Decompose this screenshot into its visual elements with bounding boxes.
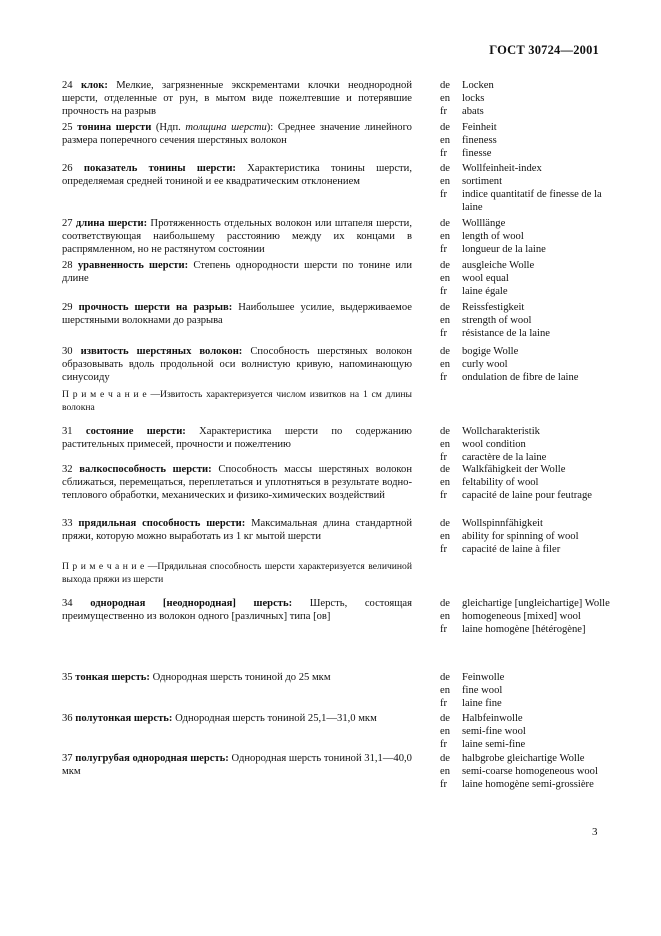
- language-code: de: [440, 672, 450, 683]
- language-code: fr: [440, 698, 448, 709]
- term-definition-text: Мелкие, загрязненные экскрементами клочки неоднородной шерсти, отделенные от рун, в мытом виде пожелтевшие и потерявшие прочность на разрыв: [62, 80, 412, 117]
- term-translations: [440, 259, 620, 298]
- translation-en: [440, 272, 620, 285]
- term-number: 34: [62, 598, 73, 609]
- term-definition-text: Однородная шерсть тониной 25,1—31,0 мкм: [175, 713, 377, 724]
- term-definition: [62, 259, 412, 285]
- translation-de: [440, 712, 620, 725]
- term-name: полугрубая однородная шерсть:: [75, 753, 229, 764]
- term-translations: [440, 345, 620, 384]
- language-code: de: [440, 122, 450, 133]
- term-name: тонина шерсти: [77, 122, 152, 133]
- language-code: fr: [440, 544, 448, 555]
- translation-en: [440, 684, 620, 697]
- translated-term: caractère de la laine: [462, 452, 547, 463]
- language-code: de: [440, 346, 450, 357]
- translation-de: [440, 597, 620, 610]
- term-translations: [440, 671, 620, 710]
- language-code: en: [440, 315, 450, 326]
- translated-term: strength of wool: [462, 315, 532, 326]
- note-text: Извитость характеризуется числом извитков на 1 см длины волокна: [62, 389, 412, 413]
- term-translations: [440, 217, 620, 256]
- term-number: 30: [62, 346, 73, 357]
- language-code: de: [440, 426, 450, 437]
- translated-term: sortiment: [462, 176, 503, 187]
- language-code: en: [440, 611, 450, 622]
- language-code: fr: [440, 624, 448, 635]
- language-code: en: [440, 176, 450, 187]
- term-name: валкоспособность шерсти:: [79, 464, 212, 475]
- term-number: 37: [62, 753, 73, 764]
- translation-en: [440, 175, 620, 188]
- term-deprecated-prefix: (Ндп.: [155, 122, 181, 133]
- term-definition: [62, 121, 412, 147]
- term-number: 28: [62, 260, 73, 271]
- translated-term: locks: [462, 93, 485, 104]
- translated-term: Wollcharakteristik: [462, 426, 540, 437]
- translated-term: ondulation de fibre de laine: [462, 372, 579, 383]
- term-number: 33: [62, 518, 73, 529]
- term-definition-text: Характеристика тонины шерсти, определяемая средней тониной и ее квадратическим отклонением: [62, 163, 412, 187]
- term-name: показатель тонины шерсти:: [83, 163, 236, 174]
- translation-en: [440, 610, 620, 623]
- term-definition: [62, 752, 412, 778]
- term-translations: [440, 712, 620, 751]
- translated-term: Halbfeinwolle: [462, 713, 523, 724]
- term-definition-text: Способность массы шерстяных волокон сближаться, перемещаться, переплетаться и уплотняться в результате водно-теплового обработки, механических и физико-химических воздействий: [62, 464, 412, 501]
- translated-term: ausgleiche Wolle: [462, 260, 535, 271]
- term-definition: [62, 671, 412, 684]
- language-code: fr: [440, 779, 448, 790]
- translated-term: fine wool: [462, 685, 503, 696]
- translated-term: Wolllänge: [462, 218, 506, 229]
- language-code: fr: [440, 328, 448, 339]
- term-name: тонкая шерсть:: [75, 672, 150, 683]
- term-number: 32: [62, 464, 73, 475]
- language-code: de: [440, 80, 450, 91]
- translated-term: curly wool: [462, 359, 508, 370]
- note-label: П р и м е ч а н и е —: [62, 389, 161, 400]
- term-name: однородная [неоднородная] шерсть:: [90, 598, 293, 609]
- language-code: en: [440, 231, 450, 242]
- translation-fr: [440, 327, 620, 340]
- translated-term: abats: [462, 106, 484, 117]
- translation-de: [440, 517, 620, 530]
- term-translations: [440, 79, 620, 118]
- translated-term: Reissfestigkeit: [462, 302, 525, 313]
- translation-fr: [440, 147, 620, 160]
- term-number: 35: [62, 672, 73, 683]
- term-definition: [62, 712, 412, 725]
- translation-de: [440, 259, 620, 272]
- translation-de: [440, 752, 620, 765]
- translation-de: [440, 217, 620, 230]
- translated-term: Wollspinnfähigkeit: [462, 518, 543, 529]
- document-header: ГОСТ 30724—2001: [489, 43, 599, 57]
- term-translations: [440, 121, 620, 160]
- translated-term: Locken: [462, 80, 494, 91]
- language-code: fr: [440, 372, 448, 383]
- term-definition-text: Однородная шерсть тониной до 25 мкм: [152, 672, 331, 683]
- translation-en: [440, 358, 620, 371]
- term-translations: [440, 517, 620, 556]
- language-code: de: [440, 260, 450, 271]
- page-number: 3: [592, 826, 598, 838]
- term-name: прядильная способность шерсти:: [78, 518, 246, 529]
- language-code: en: [440, 766, 450, 777]
- language-code: fr: [440, 739, 448, 750]
- translation-fr: [440, 778, 620, 791]
- language-code: de: [440, 518, 450, 529]
- term-definition-text: Характеристика шерсти по содержанию растительных примесей, прочности и пожелтению: [62, 426, 412, 450]
- translation-fr: [440, 543, 620, 556]
- term-translations: [440, 752, 620, 791]
- term-definition: [62, 162, 412, 188]
- translated-term: capacité de laine pour feutrage: [462, 490, 592, 501]
- translated-term: wool equal: [462, 273, 509, 284]
- translated-term: résistance de la laine: [462, 328, 550, 339]
- translation-fr: [440, 697, 620, 710]
- translation-en: [440, 92, 620, 105]
- term-number: 36: [62, 713, 73, 724]
- language-code: fr: [440, 490, 448, 501]
- language-code: de: [440, 713, 450, 724]
- term-definition-text: Степень однородности шерсти по тонине или длине: [62, 260, 413, 284]
- translated-term: semi-coarse homogeneous wool: [462, 766, 598, 777]
- language-code: fr: [440, 452, 448, 463]
- term-definition: [62, 597, 412, 623]
- translated-term: homogeneous [mixed] wool: [462, 611, 581, 622]
- term-number: 31: [62, 426, 73, 437]
- term-name: длина шерсти:: [75, 218, 148, 229]
- term-deprecated-alias: толщина шерсти: [185, 122, 267, 133]
- term-note: [62, 561, 412, 586]
- term-definition-text: Наибольшее усилие, выдерживаемое шерстяными волокнами до разрыва: [62, 302, 412, 326]
- translated-term: length of wool: [462, 231, 524, 242]
- translated-term: ability for spinning of wool: [462, 531, 579, 542]
- translation-de: [440, 301, 620, 314]
- term-definition: [62, 301, 412, 327]
- translation-en: [440, 314, 620, 327]
- term-number: 26: [62, 163, 73, 174]
- note-text: Прядильная способность шерсти характеризуется величиной выхода пряжи из шерсти: [62, 561, 412, 585]
- translation-en: [440, 476, 620, 489]
- translated-term: laine homogène semi-grossière: [462, 779, 594, 790]
- translation-de: [440, 463, 620, 476]
- translation-fr: [440, 285, 620, 298]
- language-code: en: [440, 93, 450, 104]
- translated-term: indice quantitatif de finesse de la laine: [462, 189, 602, 213]
- language-code: de: [440, 598, 450, 609]
- translation-fr: [440, 243, 620, 256]
- language-code: en: [440, 531, 450, 542]
- translation-fr: [440, 188, 620, 214]
- language-code: de: [440, 302, 450, 313]
- translation-en: [440, 725, 620, 738]
- term-translations: [440, 162, 620, 214]
- language-code: de: [440, 218, 450, 229]
- translation-en: [440, 134, 620, 147]
- term-definition-text: Максимальная длина стандартной пряжи, которую можно выработать из 1 кг мытой шерсти: [62, 518, 413, 542]
- language-code: fr: [440, 148, 448, 159]
- translated-term: laine égale: [462, 286, 508, 297]
- language-code: en: [440, 439, 450, 450]
- term-definition: [62, 345, 412, 384]
- language-code: de: [440, 163, 450, 174]
- term-name: прочность шерсти на разрыв:: [78, 302, 233, 313]
- translated-term: Wollfeinheit-index: [462, 163, 542, 174]
- term-translations: [440, 301, 620, 340]
- translation-de: [440, 121, 620, 134]
- term-name: уравненность шерсти:: [77, 260, 189, 271]
- language-code: de: [440, 753, 450, 764]
- translated-term: bogige Wolle: [462, 346, 519, 357]
- language-code: fr: [440, 189, 448, 200]
- translated-term: halbgrobe gleichartige Wolle: [462, 753, 585, 764]
- term-definition-text: Способность шерстяных волокон образовывать вдоль продольной оси волнистую кривую, напоминающую синусоиду: [62, 346, 412, 383]
- translated-term: laine fine: [462, 698, 502, 709]
- translated-term: capacité de laine à filer: [462, 544, 561, 555]
- translated-term: Feinwolle: [462, 672, 505, 683]
- language-code: en: [440, 477, 450, 488]
- language-code: en: [440, 359, 450, 370]
- translation-de: [440, 345, 620, 358]
- term-definition-text: Протяженность отдельных волокон или штапеля шерсти, соответствующая наибольшему расстоянию между их концами в распрямленном, но не растянутом состоянии: [62, 218, 413, 255]
- translated-term: wool condition: [462, 439, 526, 450]
- translated-term: Walkfähigkeit der Wolle: [462, 464, 566, 475]
- translated-term: finesse: [462, 148, 492, 159]
- translation-en: [440, 230, 620, 243]
- term-number: 29: [62, 302, 73, 313]
- term-definition: [62, 217, 412, 256]
- translated-term: gleichartige [ungleichartige] Wolle: [462, 598, 610, 609]
- translation-de: [440, 425, 620, 438]
- translation-en: [440, 530, 620, 543]
- translation-fr: [440, 623, 620, 636]
- translated-term: Feinheit: [462, 122, 497, 133]
- term-number: 24: [62, 80, 73, 91]
- term-name: состояние шерсти:: [85, 426, 186, 437]
- language-code: fr: [440, 286, 448, 297]
- language-code: fr: [440, 106, 448, 117]
- translated-term: semi-fine wool: [462, 726, 526, 737]
- term-number: 27: [62, 218, 73, 229]
- language-code: en: [440, 135, 450, 146]
- language-code: fr: [440, 244, 448, 255]
- term-definition-text: Шерсть, состоящая преимущественно из волокон одного [различных] типа [ов]: [62, 598, 412, 622]
- term-translations: [440, 597, 620, 636]
- term-translations: [440, 425, 620, 464]
- translated-term: fineness: [462, 135, 497, 146]
- translation-de: [440, 79, 620, 92]
- term-definition: [62, 463, 412, 502]
- translated-term: longueur de la laine: [462, 244, 546, 255]
- term-name: извитость шерстяных волокон:: [80, 346, 243, 357]
- translation-fr: [440, 489, 620, 502]
- language-code: en: [440, 685, 450, 696]
- language-code: de: [440, 464, 450, 475]
- translated-term: feltability of wool: [462, 477, 539, 488]
- translated-term: laine homogène [hétérogène]: [462, 624, 586, 635]
- translation-de: [440, 162, 620, 175]
- note-label: П р и м е ч а н и е —: [62, 561, 158, 572]
- term-name: полутонкая шерсть:: [75, 713, 173, 724]
- term-definition: [62, 79, 412, 118]
- term-name: клок:: [80, 80, 108, 91]
- translation-fr: [440, 738, 620, 751]
- term-translations: [440, 463, 620, 502]
- translated-term: laine semi-fine: [462, 739, 526, 750]
- term-note: [62, 389, 412, 414]
- term-definition-text: Однородная шерсть тониной 31,1—40,0 мкм: [62, 753, 412, 777]
- language-code: en: [440, 726, 450, 737]
- term-number: 25: [62, 122, 73, 133]
- term-definition: [62, 425, 412, 451]
- term-definition-text: ): Среднее значение линейного размера поперечного сечения шерстяных волокон: [62, 122, 412, 146]
- term-definition: [62, 517, 412, 543]
- translation-en: [440, 765, 620, 778]
- translation-en: [440, 438, 620, 451]
- translation-fr: [440, 371, 620, 384]
- translation-de: [440, 671, 620, 684]
- translation-fr: [440, 105, 620, 118]
- language-code: en: [440, 273, 450, 284]
